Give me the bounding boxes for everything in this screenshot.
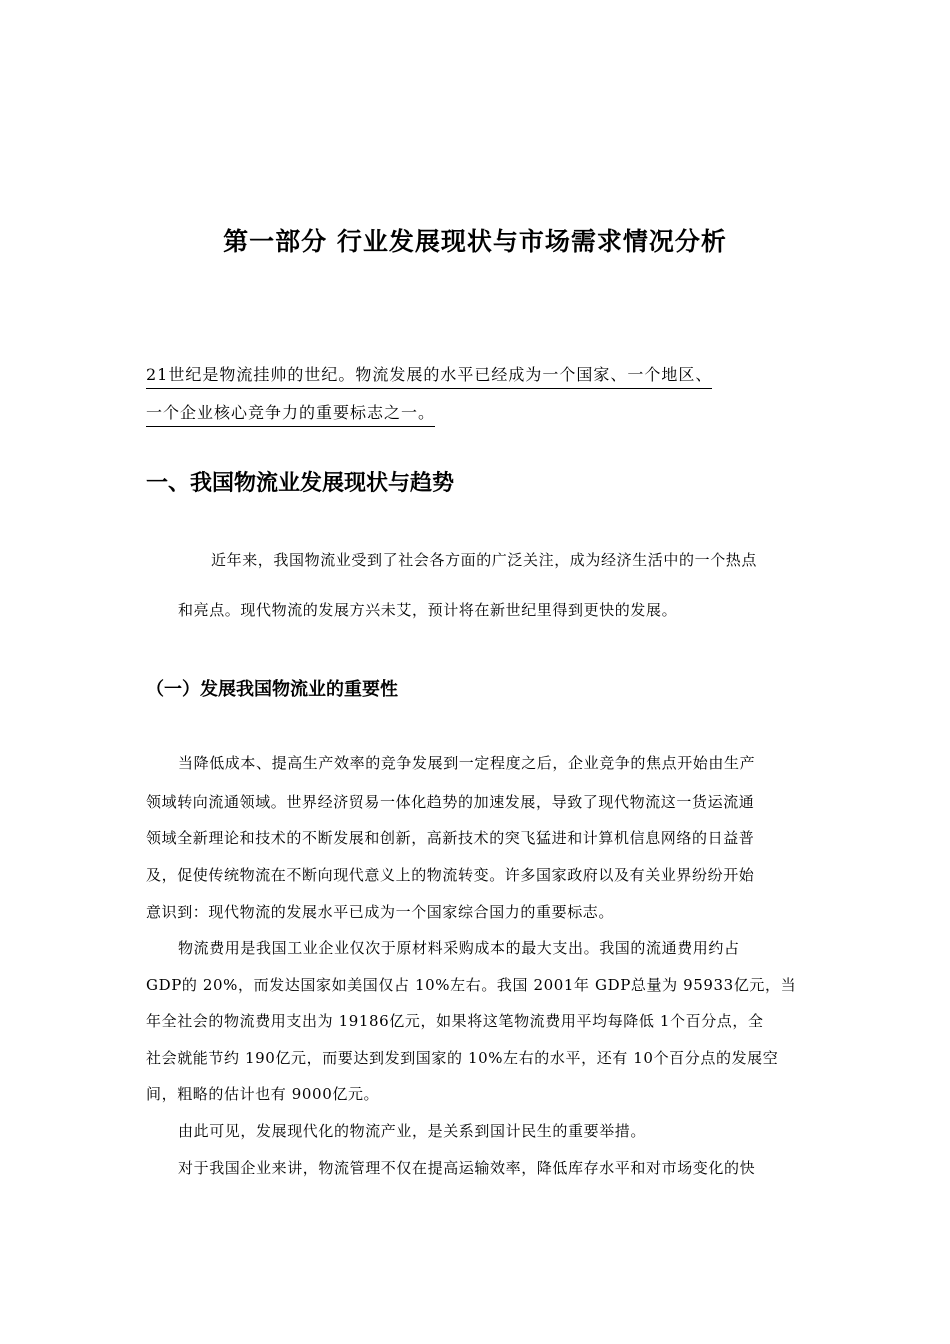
paragraph-line: GDP的 20%，而发达国家如美国仅占 10%左右。我国 2001年 GDP总量为 95933亿元，当 (146, 976, 797, 994)
subsection-heading: （一）发展我国物流业的重要性 (146, 679, 398, 700)
paragraph-line: 和亮点。现代物流的发展方兴未艾，预计将在新世纪里得到更快的发展。 (178, 601, 678, 619)
paragraph-line: 由此可见，发展现代化的物流产业，是关系到国计民生的重要举措。 (178, 1122, 647, 1140)
paragraph-line: 对于我国企业来讲，物流管理不仅在提高运输效率，降低库存水平和对市场变化的快 (178, 1159, 756, 1177)
paragraph-line: 领域全新理论和技术的不断发展和创新，高新技术的突飞猛进和计算机信息网络的日益普 (146, 829, 755, 847)
paragraph-line: 物流费用是我国工业企业仅次于原材料采购成本的最大支出。我国的流通费用约占 (178, 939, 740, 957)
paragraph-line: 意识到：现代物流的发展水平已成为一个国家综合国力的重要标志。 (146, 903, 615, 921)
intro-line-1: 21世纪是物流挂帅的世纪。物流发展的水平已经成为一个国家、一个地区、 (146, 362, 712, 385)
paragraph-line: 社会就能节约 190亿元，而要达到发到国家的 10%左右的水平，还有 10个百分点的发展空 (146, 1049, 779, 1067)
paragraph-line: 近年来，我国物流业受到了社会各方面的广泛关注，成为经济生活中的一个热点 (211, 551, 758, 569)
paragraph-line: 领域转向流通领域。世界经济贸易一体化趋势的加速发展，导致了现代物流这一货运流通 (146, 793, 755, 811)
intro-line-2: 一个企业核心竞争力的重要标志之一。 (146, 400, 435, 423)
paragraph-line: 年全社会的物流费用支出为 19186亿元，如果将这笔物流费用平均每降低 1个百分点，全 (146, 1012, 764, 1030)
paragraph-line: 及，促使传统物流在不断向现代意义上的物流转变。许多国家政府以及有关业界纷纷开始 (146, 866, 755, 884)
page-title: 第一部分 行业发展现状与市场需求情况分析 (223, 227, 727, 256)
section-heading: 一、我国物流业发展现状与趋势 (146, 470, 455, 496)
paragraph-line: 当降低成本、提高生产效率的竞争发展到一定程度之后，企业竞争的焦点开始由生产 (178, 754, 756, 772)
paragraph-line: 间，粗略的估计也有 9000亿元。 (146, 1085, 380, 1103)
